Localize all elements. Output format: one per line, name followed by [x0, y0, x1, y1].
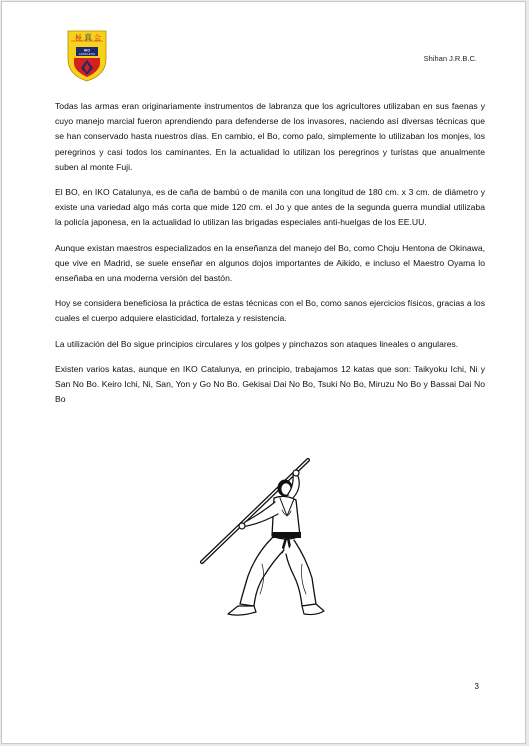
paragraph: Aunque existan maestros especializados en la enseñanza del manejo del Bo, como Choju Hentona de Okinawa, que vive en Madrid, se suele enseñar en algunos dojos importantes de Aikido, e incluso el Maestro Oyama lo enseñaba en una moderna versión del bastón.: [55, 242, 485, 284]
author-header: Shihan J.R.B.C.: [423, 54, 477, 63]
body-text: [55, 99, 485, 417]
paragraph: La utilización del Bo sigue principios circulares y los golpes y pinchazos son ataques lineales o angulares.: [55, 338, 459, 349]
paragraph: Hoy se considera beneficiosa la práctica de estas técnicas con el Bo, como sanos ejercicios físicos, gracias a los cuales el cuerpo adquiere elasticidad, fortaleza y resistencia.: [55, 298, 485, 324]
iko-catalunya-logo: [66, 29, 108, 83]
svg-text:真: 真: [84, 33, 92, 42]
document-page: [1, 1, 526, 744]
svg-text:会: 会: [94, 34, 101, 42]
svg-text:極: 極: [75, 34, 82, 42]
svg-text:IKO: IKO: [83, 48, 91, 53]
page-number: 3: [474, 682, 479, 691]
paragraph: Existen varios katas, aunque en IKO Catalunya, en principio, trabajamos 12 katas que son: Taikyoku Ichi, Ni y San No Bo. Keiro Ichi, Ni, San, Yon y Go No Bo. Gekisai Dai No Bo, Tsuki No Bo, Miruzu No Bo y Bassai Dai No Bo: [55, 363, 485, 405]
bo-kata-illustration: [190, 454, 340, 624]
paragraph: Todas las armas eran originariamente instrumentos de labranza que los agricultores utilizaban en sus faenas y cuyo manejo marcial fueron aprendiendo para defenderse de los invasores, naciendo así diversas técnicas que se han conservado hasta nuestros días. En cambio, el Bo, como palo, simplemente lo utilizaban los monjes, los peregrinos y casi todos los caminantes. En la actualidad lo utilizan los peregrinos y turistas que anualmente suben al monte Fuji.: [55, 101, 485, 172]
paragraph: El BO, en IKO Catalunya, es de caña de bambú o de manila con una longitud de 180 cm. x 3 cm. de diámetro y existe una variedad algo más corta que mide 120 cm. el Jo y que antes de la segunda guerra mundial utilizaba la policía japonesa, en la actualidad lo utilizan las brigadas especiales anti-huelgas de los EE.UU.: [55, 187, 485, 228]
svg-text:CATALUNYA: CATALUNYA: [78, 52, 96, 57]
